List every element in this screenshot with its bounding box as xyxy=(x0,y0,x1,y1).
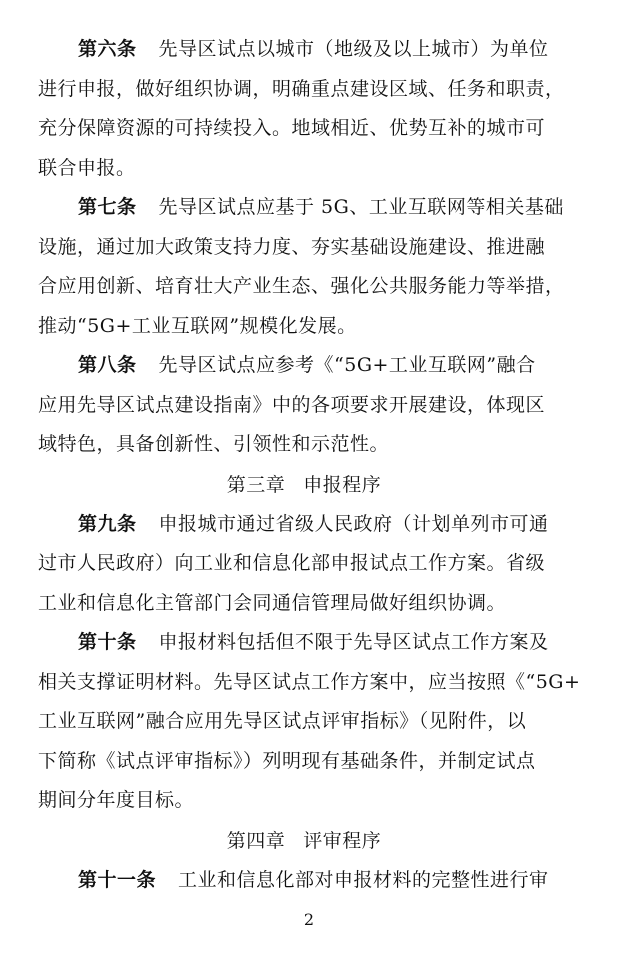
chapter-3-heading xyxy=(38,465,570,505)
article-7-text: 先导区试点应基于 5G、工业互联网等相关基础 xyxy=(158,196,564,218)
page-number: 2 xyxy=(303,910,315,929)
article-10-text: 申报材料包括但不限于先导区试点工作方案及 xyxy=(158,631,549,653)
article-10-number: 第十条 xyxy=(78,631,137,653)
article-11-number: 第十一条 xyxy=(78,868,157,891)
article-6-text: 先导区试点以城市（地级及以上城市）为单位 xyxy=(158,38,549,60)
article-6-line-4: 联合申报。 xyxy=(38,156,136,179)
document-body xyxy=(38,30,581,900)
article-8-line-3: 域特色，具备创新性、引领性和示范性。 xyxy=(38,433,390,455)
chapter-4-heading xyxy=(38,821,570,861)
article-10-line-3: 工业互联网”融合应用先导区试点评审指标》（见附件，以 xyxy=(38,710,527,732)
article-9-line-2: 过市人民政府）向工业和信息化部申报试点工作方案。省级 xyxy=(38,552,546,574)
article-7-line-3: 合应用创新、培育壮大产业生态、强化公共服务能力等举措， xyxy=(38,275,565,297)
article-6-number: 第六条 xyxy=(78,38,137,60)
article-11-line-1 xyxy=(38,861,570,901)
article-11-text: 工业和信息化部对申报材料的完整性进行审 xyxy=(178,868,549,891)
article-8-line-2: 应用先导区试点建设指南》中的各项要求开展建设，体现区 xyxy=(38,393,546,416)
article-6-line-3: 充分保障资源的可持续投入。地域相近、优势互补的城市可 xyxy=(38,117,546,139)
article-10-line-1 xyxy=(38,623,570,663)
chapter-3-title: 申报程序 xyxy=(303,473,382,496)
article-10-line-4: 下简称《试点评审指标》）列明现有基础条件，并制定试点 xyxy=(38,749,536,772)
article-6-line-1 xyxy=(38,30,570,70)
article-8-number: 第八条 xyxy=(78,354,137,376)
article-9-text: 申报城市通过省级人民政府（计划单列市可通 xyxy=(158,512,549,535)
article-8-line-1 xyxy=(38,346,570,386)
chapter-4-number: 第四章 xyxy=(226,829,286,852)
article-7-line-4: 推动“5G+工业互联网”规模化发展。 xyxy=(38,314,357,337)
article-7-number: 第七条 xyxy=(78,196,137,218)
article-9-line-1 xyxy=(38,505,570,545)
article-10-line-2: 相关支撑证明材料。先导区试点工作方案中，应当按照《“5G+ xyxy=(38,670,581,693)
article-6-line-2: 进行申报，做好组织协调，明确重点建设区域、任务和职责， xyxy=(38,77,565,100)
article-7-line-1 xyxy=(38,188,570,228)
chapter-3-number: 第三章 xyxy=(226,473,286,496)
chapter-4-title: 评审程序 xyxy=(303,829,382,852)
article-9-number: 第九条 xyxy=(78,512,137,535)
article-7-line-2: 设施，通过加大政策支持力度、夯实基础设施建设、推进融 xyxy=(38,235,546,258)
article-10-line-5: 期间分年度目标。 xyxy=(38,789,195,811)
article-8-text: 先导区试点应参考《“5G+工业互联网”融合 xyxy=(158,354,536,376)
article-9-line-3: 工业和信息化主管部门会同通信管理局做好组织协调。 xyxy=(38,591,507,614)
